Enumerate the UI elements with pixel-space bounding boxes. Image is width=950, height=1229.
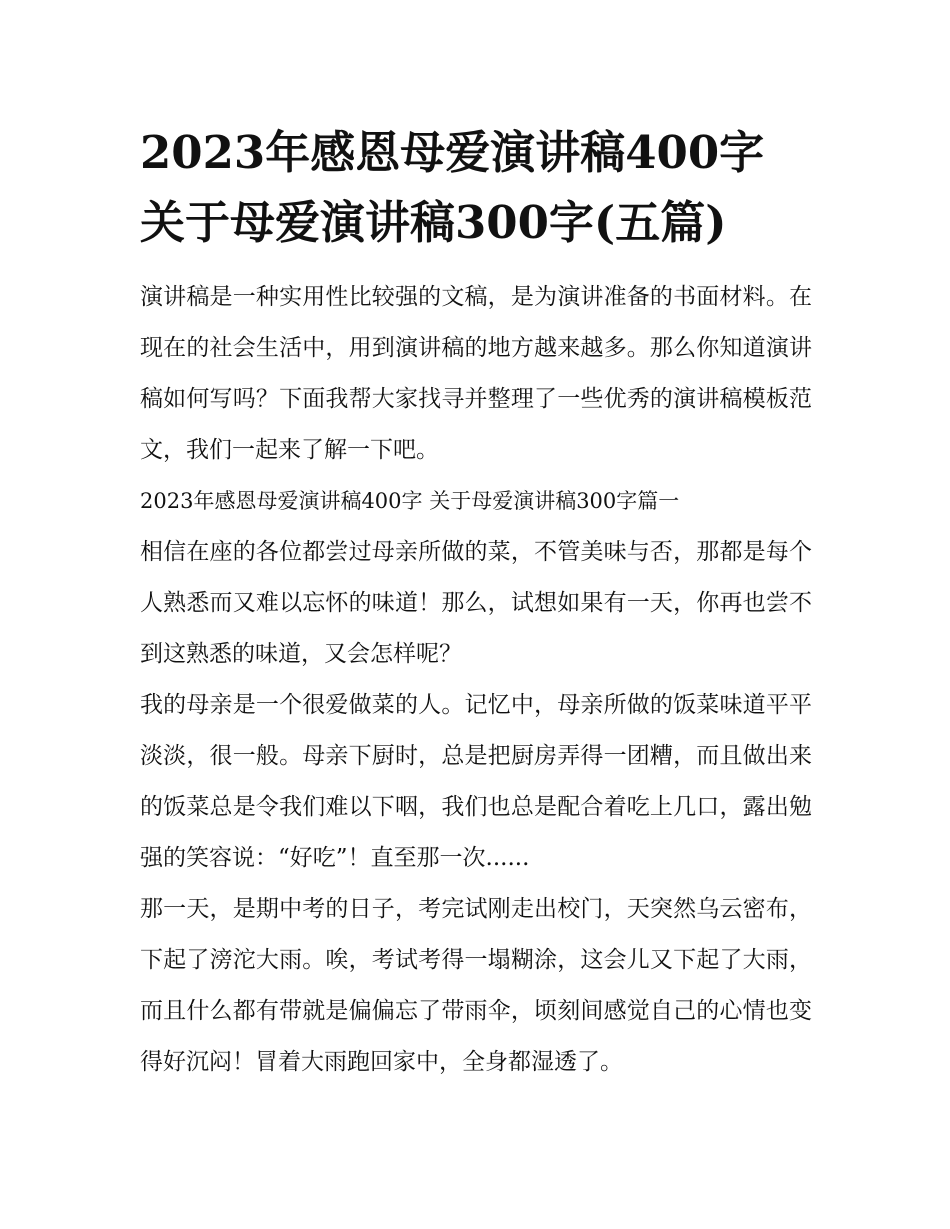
document-page xyxy=(140,118,812,1088)
document-title xyxy=(140,118,812,258)
document-title-line-2: 关于母爱演讲稿300字(五篇) xyxy=(140,196,727,249)
body-paragraph-3: 那一天，是期中考的日子，考完试刚走出校门，天突然乌云密布，下起了滂沱大雨。唉，考试考得一塌糊涂，这会儿又下起了大雨，而且什么都有带就是偏偏忘了带雨伞，顷刻间感觉自己的心情也变得好沉闷！冒着大雨跑回家中，全身都湿透了。 xyxy=(140,896,812,1075)
body-paragraph-2: 我的母亲是一个很爱做菜的人。记忆中，母亲所做的饭菜味道平平淡淡，很一般。母亲下厨时，总是把厨房弄得一团糟，而且做出来的饭菜总是令我们难以下咽，我们也总是配合着吃上几口，露出勉强的笑容说：“好吃”！直至那一次...... xyxy=(140,692,812,871)
document-title-line-1: 2023年感恩母爱演讲稿400字 xyxy=(140,126,765,179)
intro-paragraph: 演讲稿是一种实用性比较强的文稿，是为演讲准备的书面材料。在现在的社会生活中，用到演讲稿的地方越来越多。那么你知道演讲稿如何写吗？下面我帮大家找寻并整理了一些优秀的演讲稿模板范文，我们一起来了解一下吧。 xyxy=(140,284,812,463)
section-heading: 2023年感恩母爱演讲稿400字 关于母爱演讲稿300字篇一 xyxy=(140,489,680,513)
body-paragraph-1: 相信在座的各位都尝过母亲所做的菜，不管美味与否，那都是每个人熟悉而又难以忘怀的味道！那么，试想如果有一天，你再也尝不到这熟悉的味道，又会怎样呢？ xyxy=(140,539,812,667)
document-body xyxy=(140,272,812,1088)
